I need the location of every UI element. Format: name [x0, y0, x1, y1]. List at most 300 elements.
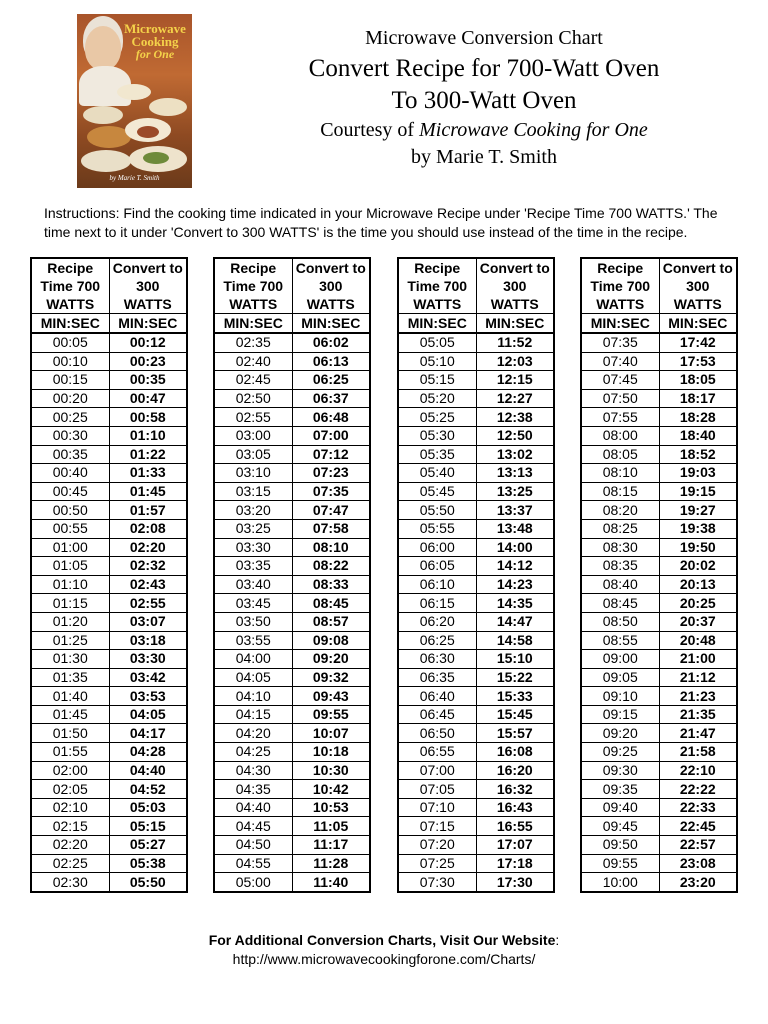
- recipe-time-700-cell: 01:45: [31, 705, 109, 724]
- recipe-time-700-cell: 04:40: [214, 798, 292, 817]
- converted-time-300-cell: 05:15: [109, 817, 187, 836]
- table-row: [214, 352, 370, 371]
- table-row: [398, 594, 554, 613]
- recipe-time-700-cell: 01:20: [31, 612, 109, 631]
- footer-note: [0, 932, 768, 948]
- recipe-time-700-cell: 00:10: [31, 352, 109, 371]
- converted-time-300-cell: 12:50: [476, 426, 554, 445]
- recipe-time-700-cell: 09:50: [581, 836, 659, 855]
- food-plate-1: [83, 106, 123, 124]
- table-row: [31, 594, 187, 613]
- converted-time-300-cell: 17:42: [659, 333, 737, 352]
- converted-time-300-cell: 18:28: [659, 408, 737, 427]
- recipe-time-700-cell: 02:35: [214, 333, 292, 352]
- table-row: [214, 873, 370, 892]
- recipe-time-700-cell: 09:35: [581, 780, 659, 799]
- converted-time-300-cell: 15:10: [476, 650, 554, 669]
- header-text: 300: [136, 278, 160, 294]
- converted-time-300-cell: 05:27: [109, 836, 187, 855]
- table-row: [581, 501, 737, 520]
- converted-time-300-cell: 14:35: [476, 594, 554, 613]
- table-row: [398, 854, 554, 873]
- recipe-time-700-cell: 03:50: [214, 612, 292, 631]
- converted-time-300-cell: 00:35: [109, 371, 187, 390]
- header-text: Convert to: [662, 260, 733, 276]
- table-row: [398, 743, 554, 762]
- recipe-time-700-cell: 00:05: [31, 333, 109, 352]
- converted-time-300-cell: 19:27: [659, 501, 737, 520]
- recipe-time-700-cell: 08:35: [581, 557, 659, 576]
- table-row: [31, 333, 187, 352]
- header-text: Convert to: [295, 260, 366, 276]
- table-row: [581, 482, 737, 501]
- converted-time-300-cell: 04:28: [109, 743, 187, 762]
- table-row: [31, 482, 187, 501]
- recipe-time-700-cell: 08:50: [581, 612, 659, 631]
- table-row: [398, 761, 554, 780]
- table-row: [581, 631, 737, 650]
- table-row: [31, 575, 187, 594]
- table-unit-row: [31, 314, 187, 334]
- table-row: [214, 426, 370, 445]
- header-text: WATTS: [46, 296, 95, 312]
- recipe-time-700-cell: 01:05: [31, 557, 109, 576]
- recipe-time-700-cell: 06:20: [398, 612, 476, 631]
- header-text: Recipe: [414, 260, 461, 276]
- converted-time-300-cell: 09:20: [292, 650, 370, 669]
- unit-label: MIN:SEC: [292, 314, 370, 334]
- table-row: [398, 464, 554, 483]
- table-row: [581, 854, 737, 873]
- converted-time-300-cell: 00:23: [109, 352, 187, 371]
- header-text: Convert to: [112, 260, 183, 276]
- converted-time-300-cell: 17:53: [659, 352, 737, 371]
- table-row: [581, 836, 737, 855]
- table-row: [581, 464, 737, 483]
- recipe-time-700-cell: 06:30: [398, 650, 476, 669]
- recipe-time-700-cell: 07:00: [398, 761, 476, 780]
- table-row: [581, 705, 737, 724]
- table-row: [398, 501, 554, 520]
- converted-time-300-cell: 01:45: [109, 482, 187, 501]
- recipe-time-700-cell: 01:15: [31, 594, 109, 613]
- converted-time-300-cell: 16:20: [476, 761, 554, 780]
- header-convert-to-300: [476, 258, 554, 314]
- recipe-time-700-cell: 06:40: [398, 687, 476, 706]
- recipe-time-700-cell: 06:55: [398, 743, 476, 762]
- recipe-time-700-cell: 09:30: [581, 761, 659, 780]
- recipe-time-700-cell: 02:30: [31, 873, 109, 892]
- converted-time-300-cell: 23:08: [659, 854, 737, 873]
- converted-time-300-cell: 12:27: [476, 389, 554, 408]
- table-unit-row: [398, 314, 554, 334]
- recipe-time-700-cell: 01:40: [31, 687, 109, 706]
- unit-label: MIN:SEC: [31, 314, 109, 334]
- table-row: [31, 724, 187, 743]
- recipe-time-700-cell: 03:55: [214, 631, 292, 650]
- table-header-row: [214, 258, 370, 314]
- recipe-time-700-cell: 00:45: [31, 482, 109, 501]
- recipe-time-700-cell: 02:50: [214, 389, 292, 408]
- header-text: 300: [503, 278, 527, 294]
- recipe-time-700-cell: 00:15: [31, 371, 109, 390]
- converted-time-300-cell: 10:30: [292, 761, 370, 780]
- table-row: [398, 482, 554, 501]
- table-row: [31, 873, 187, 892]
- converted-time-300-cell: 00:58: [109, 408, 187, 427]
- converted-time-300-cell: 08:33: [292, 575, 370, 594]
- title-line-2: To 300-Watt Oven: [391, 87, 577, 114]
- recipe-time-700-cell: 06:50: [398, 724, 476, 743]
- table-row: [31, 836, 187, 855]
- table-row: [398, 445, 554, 464]
- converted-time-300-cell: 07:00: [292, 426, 370, 445]
- chart-label: Microwave Conversion Chart: [365, 27, 603, 49]
- table-row: [214, 817, 370, 836]
- recipe-time-700-cell: 01:25: [31, 631, 109, 650]
- header-convert-to-300: [292, 258, 370, 314]
- converted-time-300-cell: 17:07: [476, 836, 554, 855]
- recipe-time-700-cell: 00:25: [31, 408, 109, 427]
- converted-time-300-cell: 04:52: [109, 780, 187, 799]
- table-row: [581, 333, 737, 352]
- converted-time-300-cell: 20:48: [659, 631, 737, 650]
- header-text: Time 700: [40, 278, 101, 294]
- recipe-time-700-cell: 08:00: [581, 426, 659, 445]
- unit-label: MIN:SEC: [659, 314, 737, 334]
- converted-time-300-cell: 22:45: [659, 817, 737, 836]
- header-text: WATTS: [306, 296, 355, 312]
- recipe-time-700-cell: 07:35: [581, 333, 659, 352]
- header-recipe-time-700: [31, 258, 109, 314]
- recipe-time-700-cell: 06:15: [398, 594, 476, 613]
- table-row: [581, 538, 737, 557]
- table-row: [214, 743, 370, 762]
- table-row: [31, 761, 187, 780]
- converted-time-300-cell: 18:52: [659, 445, 737, 464]
- recipe-time-700-cell: 09:25: [581, 743, 659, 762]
- recipe-time-700-cell: 04:10: [214, 687, 292, 706]
- header-text: WATTS: [229, 296, 278, 312]
- converted-time-300-cell: 11:28: [292, 854, 370, 873]
- unit-label: MIN:SEC: [109, 314, 187, 334]
- recipe-time-700-cell: 07:10: [398, 798, 476, 817]
- table-row: [398, 519, 554, 538]
- converted-time-300-cell: 13:48: [476, 519, 554, 538]
- converted-time-300-cell: 06:37: [292, 389, 370, 408]
- recipe-time-700-cell: 08:15: [581, 482, 659, 501]
- food-item-6: [137, 126, 159, 138]
- courtesy-prefix: Courtesy of: [320, 119, 420, 141]
- recipe-time-700-cell: 04:25: [214, 743, 292, 762]
- title-line-1: Convert Recipe for 700-Watt Oven: [308, 55, 660, 82]
- table-row: [398, 371, 554, 390]
- converted-time-300-cell: 10:53: [292, 798, 370, 817]
- table-row: [214, 836, 370, 855]
- table-row: [31, 426, 187, 445]
- converted-time-300-cell: 09:55: [292, 705, 370, 724]
- table-row: [214, 464, 370, 483]
- converted-time-300-cell: 07:12: [292, 445, 370, 464]
- converted-time-300-cell: 06:02: [292, 333, 370, 352]
- recipe-time-700-cell: 02:15: [31, 817, 109, 836]
- recipe-time-700-cell: 02:10: [31, 798, 109, 817]
- converted-time-300-cell: 19:15: [659, 482, 737, 501]
- header-recipe-time-700: [398, 258, 476, 314]
- recipe-time-700-cell: 09:55: [581, 854, 659, 873]
- converted-time-300-cell: 22:33: [659, 798, 737, 817]
- converted-time-300-cell: 03:30: [109, 650, 187, 669]
- converted-time-300-cell: 02:55: [109, 594, 187, 613]
- table-row: [581, 389, 737, 408]
- recipe-time-700-cell: 05:05: [398, 333, 476, 352]
- cover-title: [121, 22, 189, 61]
- recipe-time-700-cell: 06:00: [398, 538, 476, 557]
- recipe-time-700-cell: 00:35: [31, 445, 109, 464]
- converted-time-300-cell: 10:42: [292, 780, 370, 799]
- table-row: [31, 780, 187, 799]
- converted-time-300-cell: 19:03: [659, 464, 737, 483]
- table-row: [398, 575, 554, 594]
- table-row: [398, 557, 554, 576]
- recipe-time-700-cell: 05:40: [398, 464, 476, 483]
- converted-time-300-cell: 19:38: [659, 519, 737, 538]
- unit-label: MIN:SEC: [581, 314, 659, 334]
- cover-title-line-3: for One: [135, 47, 175, 61]
- converted-time-300-cell: 19:50: [659, 538, 737, 557]
- table-row: [214, 371, 370, 390]
- table-row: [31, 631, 187, 650]
- recipe-time-700-cell: 05:10: [398, 352, 476, 371]
- table-row: [31, 464, 187, 483]
- recipe-time-700-cell: 07:30: [398, 873, 476, 892]
- table-row: [581, 873, 737, 892]
- table-row: [398, 780, 554, 799]
- recipe-time-700-cell: 02:55: [214, 408, 292, 427]
- book-title: Microwave Cooking for One: [419, 119, 648, 141]
- recipe-time-700-cell: 09:00: [581, 650, 659, 669]
- converted-time-300-cell: 02:08: [109, 519, 187, 538]
- table-row: [31, 650, 187, 669]
- converted-time-300-cell: 16:32: [476, 780, 554, 799]
- converted-time-300-cell: 12:38: [476, 408, 554, 427]
- table-row: [581, 408, 737, 427]
- table-header-row: [398, 258, 554, 314]
- recipe-time-700-cell: 02:45: [214, 371, 292, 390]
- recipe-time-700-cell: 09:15: [581, 705, 659, 724]
- header-convert-to-300: [659, 258, 737, 314]
- recipe-time-700-cell: 07:20: [398, 836, 476, 855]
- food-plate-7: [81, 150, 131, 172]
- table-row: [214, 705, 370, 724]
- table-row: [581, 724, 737, 743]
- converted-time-300-cell: 14:00: [476, 538, 554, 557]
- table-header-row: [581, 258, 737, 314]
- header-text: Convert to: [479, 260, 550, 276]
- converted-time-300-cell: 02:20: [109, 538, 187, 557]
- converted-time-300-cell: 22:22: [659, 780, 737, 799]
- table-row: [398, 668, 554, 687]
- header-text: 300: [686, 278, 710, 294]
- recipe-time-700-cell: 05:45: [398, 482, 476, 501]
- recipe-time-700-cell: 08:05: [581, 445, 659, 464]
- table-row: [398, 538, 554, 557]
- table-row: [214, 408, 370, 427]
- converted-time-300-cell: 09:08: [292, 631, 370, 650]
- converted-time-300-cell: 11:17: [292, 836, 370, 855]
- recipe-time-700-cell: 00:30: [31, 426, 109, 445]
- recipe-time-700-cell: 05:30: [398, 426, 476, 445]
- recipe-time-700-cell: 08:20: [581, 501, 659, 520]
- recipe-time-700-cell: 01:10: [31, 575, 109, 594]
- table-row: [31, 687, 187, 706]
- converted-time-300-cell: 02:43: [109, 575, 187, 594]
- courtesy-line: [200, 119, 768, 142]
- table-row: [398, 836, 554, 855]
- table-row: [214, 445, 370, 464]
- recipe-time-700-cell: 02:40: [214, 352, 292, 371]
- converted-time-300-cell: 21:35: [659, 705, 737, 724]
- table-row: [398, 612, 554, 631]
- converted-time-300-cell: 21:23: [659, 687, 737, 706]
- header-recipe-time-700: [214, 258, 292, 314]
- converted-time-300-cell: 18:05: [659, 371, 737, 390]
- food-plate-3: [149, 98, 187, 116]
- converted-time-300-cell: 03:42: [109, 668, 187, 687]
- table-row: [214, 854, 370, 873]
- converted-time-300-cell: 01:10: [109, 426, 187, 445]
- table-row: [31, 538, 187, 557]
- header-text: WATTS: [673, 296, 722, 312]
- header-text: Time 700: [223, 278, 284, 294]
- recipe-time-700-cell: 04:05: [214, 668, 292, 687]
- recipe-time-700-cell: 00:50: [31, 501, 109, 520]
- table-row: [31, 705, 187, 724]
- recipe-time-700-cell: 03:05: [214, 445, 292, 464]
- recipe-time-700-cell: 07:40: [581, 352, 659, 371]
- table-row: [581, 575, 737, 594]
- header-text: WATTS: [123, 296, 172, 312]
- footer-note-colon: :: [555, 932, 560, 948]
- converted-time-300-cell: 20:02: [659, 557, 737, 576]
- converted-time-300-cell: 03:07: [109, 612, 187, 631]
- recipe-time-700-cell: 05:50: [398, 501, 476, 520]
- converted-time-300-cell: 08:57: [292, 612, 370, 631]
- converted-time-300-cell: 11:52: [476, 333, 554, 352]
- table-row: [214, 594, 370, 613]
- table-row: [581, 743, 737, 762]
- converted-time-300-cell: 16:55: [476, 817, 554, 836]
- table-row: [31, 854, 187, 873]
- converted-time-300-cell: 13:02: [476, 445, 554, 464]
- header-text: Time 700: [407, 278, 468, 294]
- recipe-time-700-cell: 00:20: [31, 389, 109, 408]
- unit-label: MIN:SEC: [398, 314, 476, 334]
- table-unit-row: [581, 314, 737, 334]
- table-row: [581, 650, 737, 669]
- recipe-time-700-cell: 06:05: [398, 557, 476, 576]
- converted-time-300-cell: 14:12: [476, 557, 554, 576]
- recipe-time-700-cell: 04:00: [214, 650, 292, 669]
- converted-time-300-cell: 22:57: [659, 836, 737, 855]
- converted-time-300-cell: 18:17: [659, 389, 737, 408]
- recipe-time-700-cell: 00:40: [31, 464, 109, 483]
- unit-label: MIN:SEC: [214, 314, 292, 334]
- recipe-time-700-cell: 08:10: [581, 464, 659, 483]
- website-link[interactable]: http://www.microwavecookingforone.com/Charts/: [232, 951, 536, 967]
- header-text: 300: [319, 278, 343, 294]
- table-row: [214, 761, 370, 780]
- converted-time-300-cell: 16:08: [476, 743, 554, 762]
- recipe-time-700-cell: 04:20: [214, 724, 292, 743]
- table-row: [31, 389, 187, 408]
- recipe-time-700-cell: 07:05: [398, 780, 476, 799]
- converted-time-300-cell: 03:18: [109, 631, 187, 650]
- converted-time-300-cell: 06:25: [292, 371, 370, 390]
- table-row: [31, 519, 187, 538]
- table-row: [581, 612, 737, 631]
- converted-time-300-cell: 15:22: [476, 668, 554, 687]
- table-row: [581, 519, 737, 538]
- converted-time-300-cell: 14:23: [476, 575, 554, 594]
- converted-time-300-cell: 23:20: [659, 873, 737, 892]
- table-row: [398, 389, 554, 408]
- recipe-time-700-cell: 07:15: [398, 817, 476, 836]
- recipe-time-700-cell: 01:55: [31, 743, 109, 762]
- recipe-time-700-cell: 07:55: [581, 408, 659, 427]
- table-row: [398, 631, 554, 650]
- recipe-time-700-cell: 02:05: [31, 780, 109, 799]
- table-row: [214, 389, 370, 408]
- converted-time-300-cell: 15:45: [476, 705, 554, 724]
- unit-label: MIN:SEC: [476, 314, 554, 334]
- table-row: [581, 761, 737, 780]
- header-recipe-time-700: [581, 258, 659, 314]
- table-row: [581, 557, 737, 576]
- converted-time-300-cell: 12:15: [476, 371, 554, 390]
- recipe-time-700-cell: 04:35: [214, 780, 292, 799]
- converted-time-300-cell: 07:47: [292, 501, 370, 520]
- conversion-table-2: [213, 257, 371, 893]
- recipe-time-700-cell: 04:30: [214, 761, 292, 780]
- table-row: [398, 705, 554, 724]
- converted-time-300-cell: 08:45: [292, 594, 370, 613]
- recipe-time-700-cell: 08:55: [581, 631, 659, 650]
- table-row: [31, 612, 187, 631]
- table-row: [581, 594, 737, 613]
- table-row: [398, 873, 554, 892]
- table-row: [214, 780, 370, 799]
- header-text: Recipe: [597, 260, 644, 276]
- converted-time-300-cell: 08:22: [292, 557, 370, 576]
- header-text: WATTS: [490, 296, 539, 312]
- book-cover-image: [77, 14, 192, 188]
- conversion-table-4: [580, 257, 738, 893]
- recipe-time-700-cell: 00:55: [31, 519, 109, 538]
- converted-time-300-cell: 17:30: [476, 873, 554, 892]
- cover-author: by Marie T. Smith: [109, 174, 160, 182]
- table-row: [31, 557, 187, 576]
- table-row: [214, 650, 370, 669]
- table-row: [581, 687, 737, 706]
- food-plate-2: [117, 84, 151, 100]
- recipe-time-700-cell: 03:35: [214, 557, 292, 576]
- recipe-time-700-cell: 05:35: [398, 445, 476, 464]
- table-row: [31, 445, 187, 464]
- conversion-table-1: [30, 257, 188, 893]
- converted-time-300-cell: 20:13: [659, 575, 737, 594]
- table-row: [31, 408, 187, 427]
